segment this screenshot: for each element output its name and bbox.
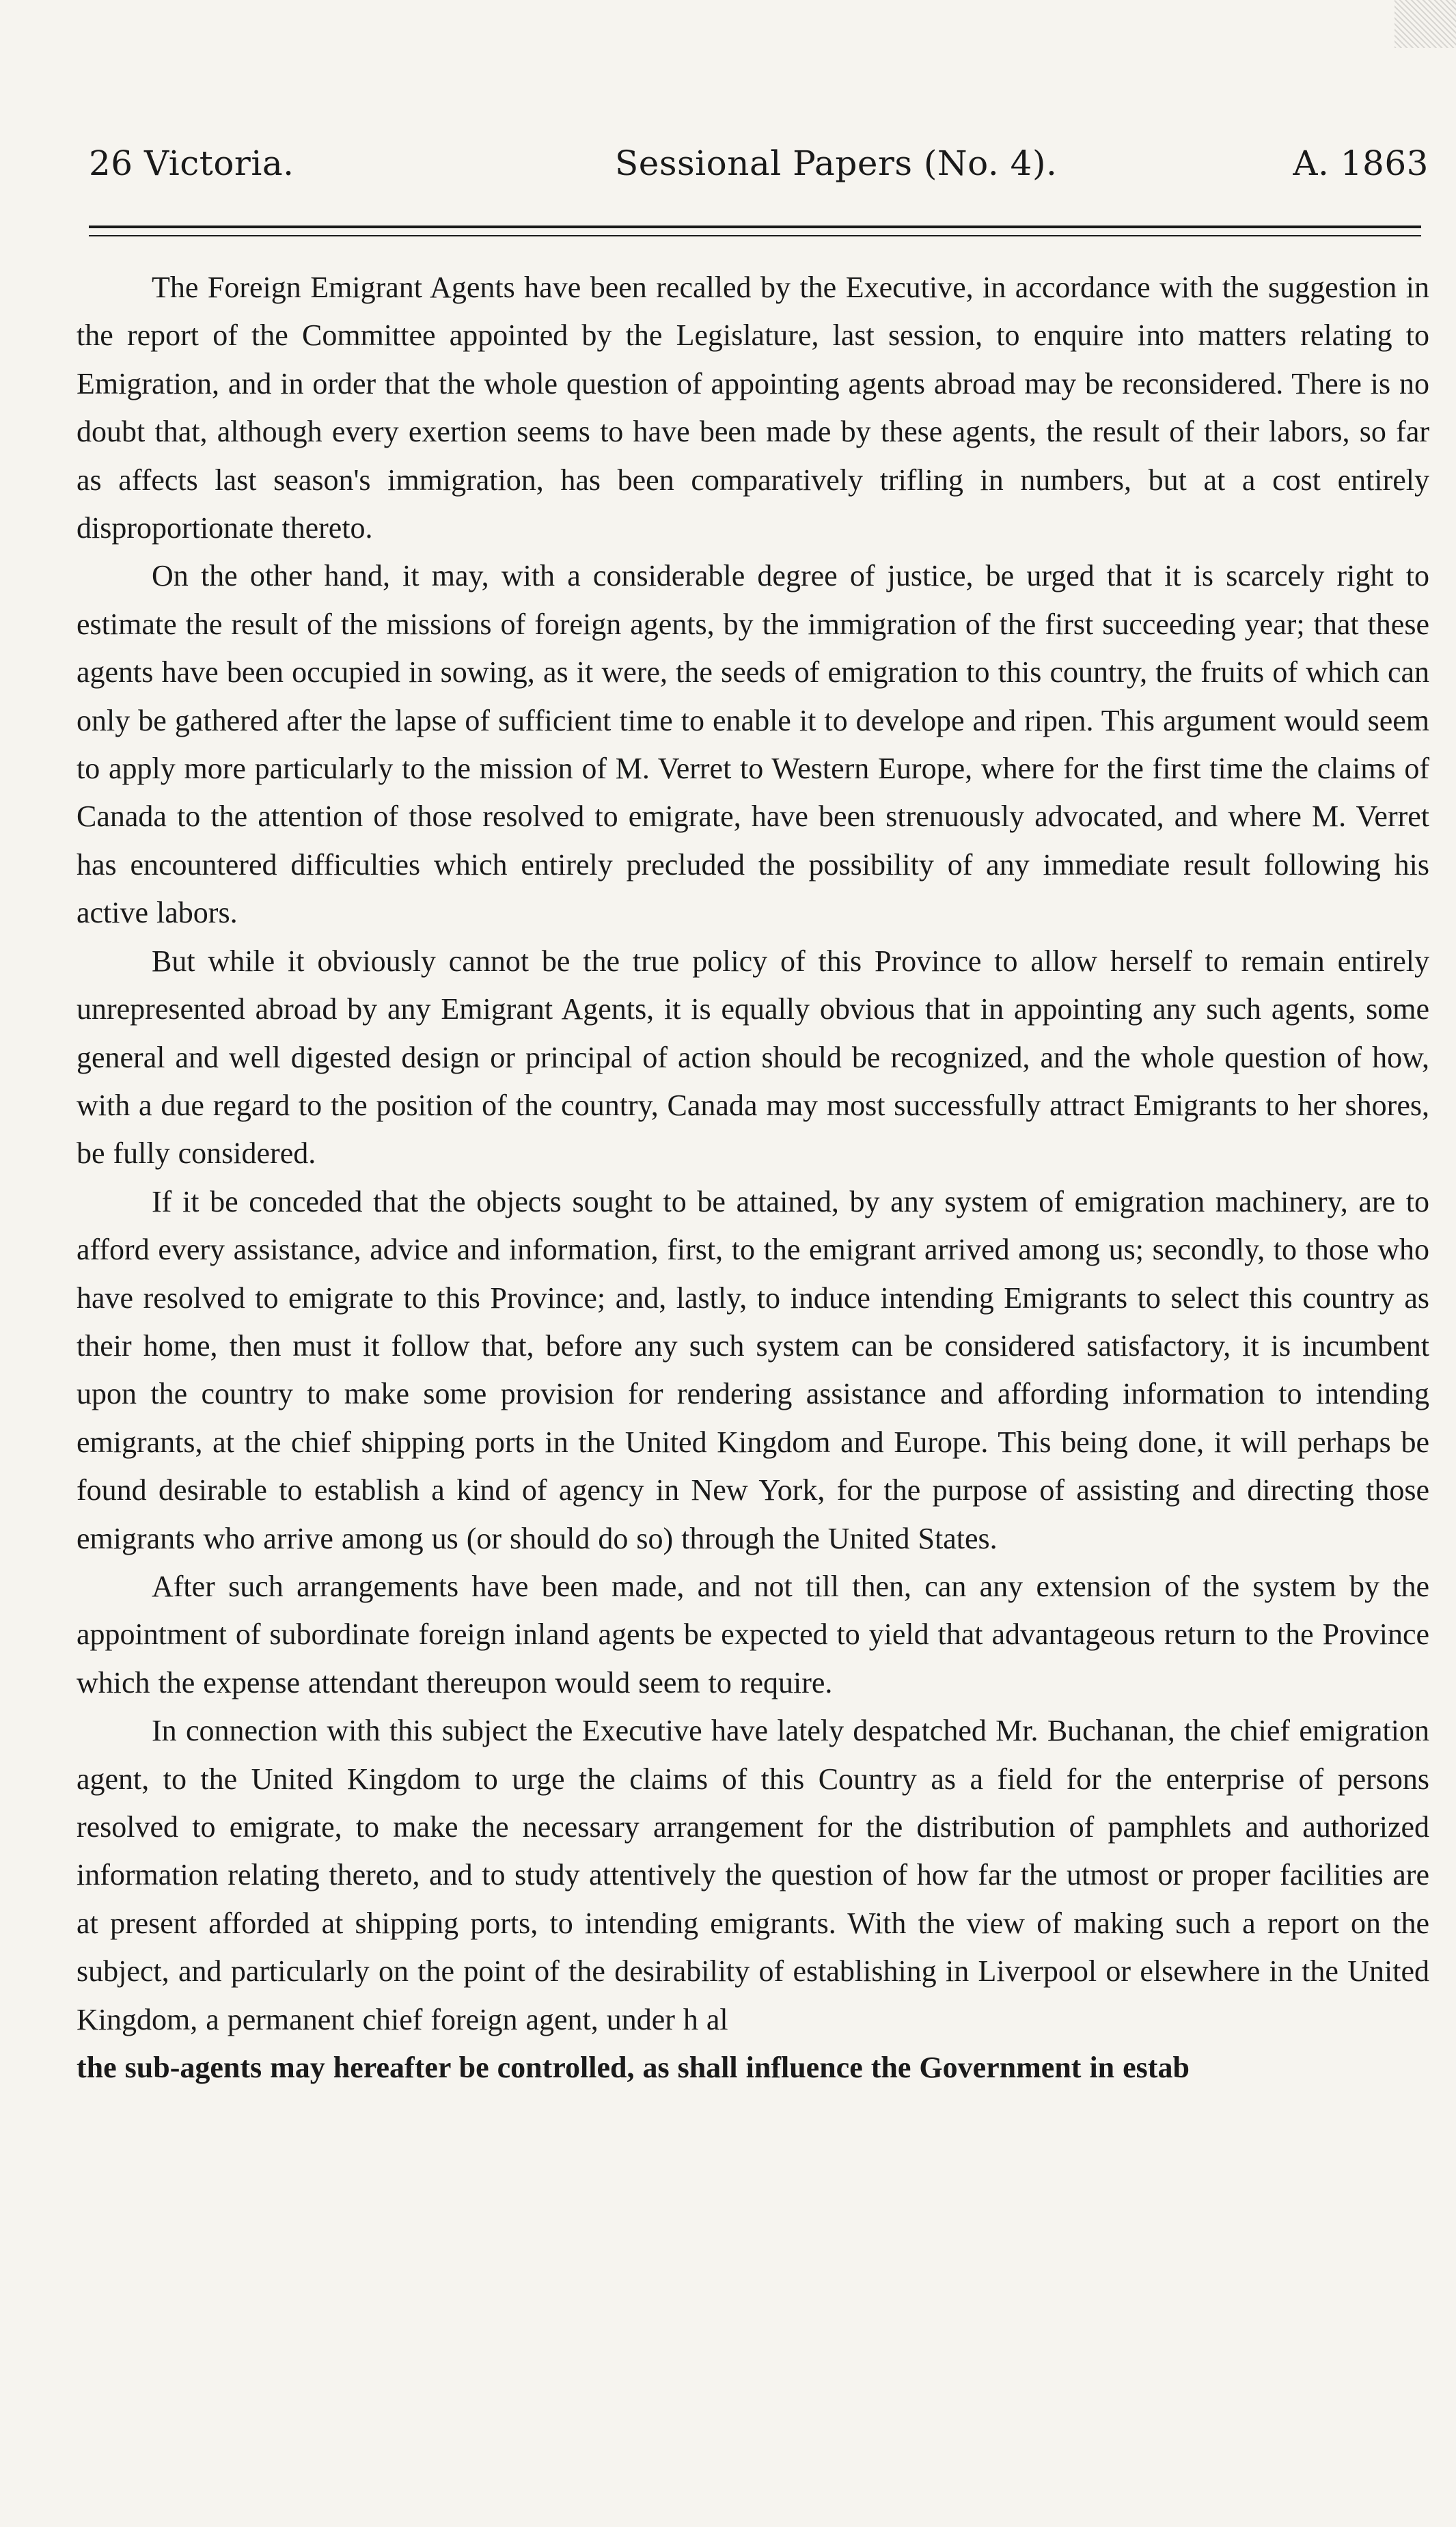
paragraph: But while it obviously cannot be the true policy of this Province to allow herself to remain entirely unrepresented abroad by any Emigrant Agents, it is equally obvious that in appointing any such agents, some general and well digested design or principal of action should be recognized, and the whole question of how, with a due regard to the position of the country, Canada may most successfully attract Emigrants to her shores, be fully considered. xyxy=(77,944,1429,1171)
header-title: Sessional Papers (No. 4). xyxy=(615,144,1058,183)
header-session: 26 Victoria. xyxy=(89,144,294,183)
page-corner-speckle xyxy=(1395,0,1456,48)
header-year: A. 1863 xyxy=(1293,144,1429,183)
paragraph: If it be conceded that the objects sought to be attained, by any system of emigration machinery, are to afford every assistance, advice and information, first, to the emigrant arrived among us; secondly, to those who have resolved to emigrate to this Province; and, lastly, to induce intending Emigrants to select this country as their home, then must it follow that, before any such system can be considered satisfactory, it is incumbent upon the country to make some provision for rendering assistance and affording information to intending emigrants, at the chief shipping ports in the United Kingdom and Europe. This being done, it will perhaps be found desirable to establish a kind of agency in New York, for the purpose of assisting and directing those emigrants who arrive among us (or should do so) through the United States. xyxy=(77,1184,1429,1555)
paragraph: The Foreign Emigrant Agents have been recalled by the Executive, in accordance with the suggestion in the report of the Committee appointed by the Legislature, last session, to enquire into matters relating to Emigration, and in order that the whole question of appointing agents abroad may be reconsidered. There is no doubt that, although every exertion seems to have been made by these agents, the result of their labors, so far as affects last season's immigration, has been comparatively trifling in numbers, but at a cost entirely disproportionate thereto. xyxy=(77,271,1429,545)
paragraph-continuation: the sub-agents may hereafter be controlled, as shall influence the Government in estab xyxy=(77,2051,1190,2085)
body-text xyxy=(77,264,1429,2092)
header-rule-thin xyxy=(89,235,1421,236)
paragraph: After such arrangements have been made, and not till then, can any extension of the system by the appointment of subordinate foreign inland agents be expected to yield that advantageous return to the Province which the expense attendant thereupon would seem to require. xyxy=(77,1569,1429,1699)
page-header xyxy=(68,116,1429,198)
paragraph: In connection with this subject the Executive have lately despatched Mr. Buchanan, the chief emigration agent, to the United Kingdom to urge the claims of this Country as a field for the enterprise of persons resolved to emigrate, to make the necessary arrangement for the distribution of pamphlets and authorized information relating thereto, and to study attentively the question of how far the utmost or proper facilities are at present afforded at shipping ports, to intending emigrants. With the view of making such a report on the subject, and particularly on the point of the desirability of establishing in Liverpool or elsewhere in the United Kingdom, a permanent chief foreign agent, under h al xyxy=(77,1714,1429,2036)
paragraph: On the other hand, it may, with a considerable degree of justice, be urged that it is scarcely right to estimate the result of the missions of foreign agents, by the immigration of the first succeeding year; that these agents have been occupied in sowing, as it were, the seeds of emigration to this country, the fruits of which can only be gathered after the lapse of sufficient time to enable it to develope and ripen. This argument would seem to apply more particularly to the mission of M. Verret to Western Europe, where for the first time the claims of Canada to the attention of those resolved to emigrate, have been strenuously advocated, and where M. Verret has encountered difficulties which entirely precluded the possibility of any immediate result following his active labors. xyxy=(77,559,1429,930)
header-rule-thick xyxy=(89,226,1421,228)
